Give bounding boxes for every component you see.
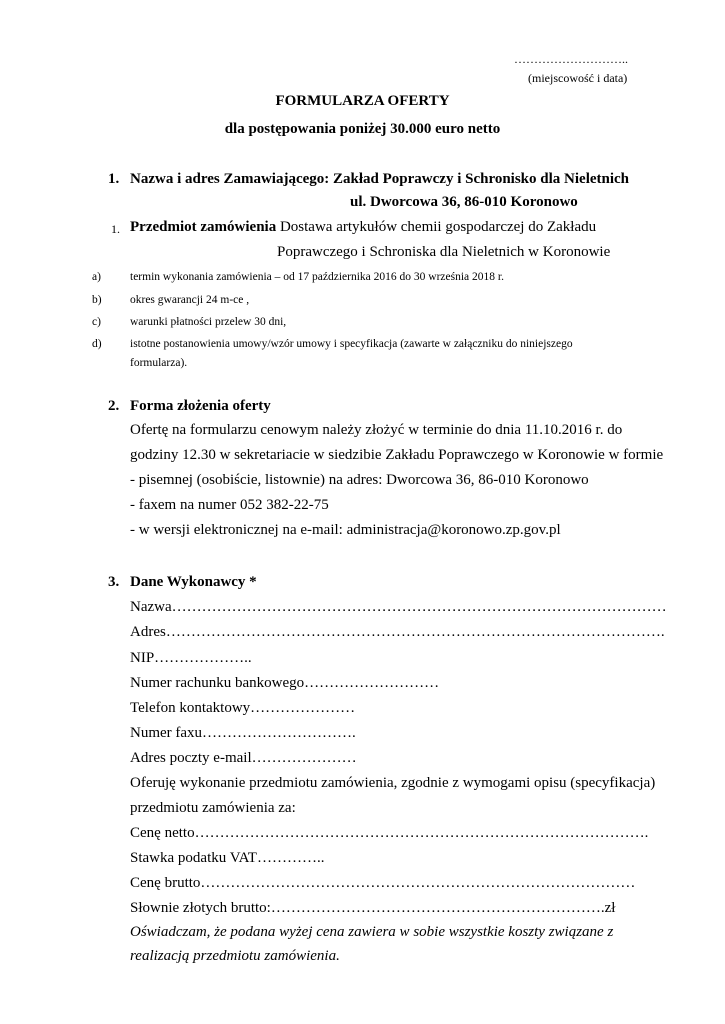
subject-item-letter: c) [92, 316, 101, 328]
vat-rate-field: Stawka podatku VAT………….. [130, 850, 325, 866]
subject-text2: Poprawczego i Schroniska dla Nieletnich w Koronowie [277, 244, 611, 260]
subject-item-d-continuation: formularza). [130, 357, 188, 369]
subject-label: Przedmiot zamówienia [130, 219, 277, 235]
bank-account-field: Numer rachunku bankowego……………………… [130, 675, 440, 691]
section2-number: 2. [108, 398, 120, 414]
section3-heading: Dane Wykonawcy * [130, 574, 257, 590]
section1-heading: Nazwa i adres Zamawiającego: Zakład Poprawczy i Schronisko dla Nieletnich [130, 171, 630, 187]
subject-item-text: termin wykonania zamówienia – od 17 października 2016 do 30 września 2018 r. [130, 271, 504, 283]
section3-number: 3. [108, 574, 120, 590]
net-price-field: Cenę netto………………………………………………………………………………. [130, 825, 649, 841]
phone-field: Telefon kontaktowy………………… [130, 700, 356, 716]
declaration-line2: realizacją przedmiotu zamówienia. [130, 948, 340, 964]
place-date-label: (miejscowość i data) [528, 71, 628, 85]
section1-number: 1. [108, 171, 120, 187]
email-field: Adres poczty e-mail………………… [130, 750, 357, 766]
subject-item-text: warunki płatności przelew 30 dni, [130, 316, 287, 328]
subject-item-letter: d) [92, 338, 102, 350]
offer-statement-cont: przedmiotu zamówienia za: [130, 800, 296, 816]
contractor-name-field: Nazwa……………………………………………………………………………………… [130, 599, 667, 615]
document-subtitle: dla postępowania poniżej 30.000 euro netto [224, 121, 501, 137]
gross-price-field: Cenę brutto…………………………………………………………………………… [130, 875, 636, 891]
section2-heading: Forma złożenia oferty [130, 398, 271, 414]
document-title: FORMULARZA OFERTY [275, 93, 450, 109]
fax-field: Numer faxu…………………………. [130, 725, 356, 741]
subject-item-text: okres gwarancji 24 m-ce , [130, 294, 250, 306]
contractor-nip-field: NIP……………….. [130, 650, 252, 666]
section2-line: - pisemnej (osobiście, listownie) na adres: Dworcowa 36, 86-010 Koronowo [130, 472, 589, 488]
section2-line: godziny 12.30 w sekretariacie w siedzibie Zakładu Poprawczego w Koronowie w formie [130, 447, 664, 463]
subject-text1: Dostawa artykułów chemii gospodarczej do Zakładu [279, 219, 597, 235]
subject-item-text: istotne postanowienia umowy/wzór umowy i specyfikacja (zawarte w załączniku do niniejszego [130, 338, 573, 350]
section2-line: - w wersji elektronicznej na e-mail: administracja@koronowo.zp.gov.pl [130, 522, 561, 538]
gross-words-field: Słownie złotych brutto:………………………………………………………….zł [130, 900, 616, 916]
subject-number: 1. [111, 222, 120, 236]
section2-line: - faxem na numer 052 382-22-75 [130, 497, 329, 513]
subject-line1 [130, 219, 596, 236]
offer-statement: Oferuję wykonanie przedmiotu zamówienia, zgodnie z wymogami opisu (specyfikacja) [130, 775, 656, 791]
contractor-address-field: Adres………………………………………………………………………………………. [130, 624, 665, 640]
declaration-line1: Oświadczam, że podana wyżej cena zawiera w sobie wszystkie koszty związane z [130, 924, 614, 940]
section1-address: ul. Dworcowa 36, 86-010 Koronowo [350, 194, 578, 210]
section2-line: Ofertę na formularzu cenowym należy złożyć w terminie do dnia 11.10.2016 r. do [130, 422, 623, 438]
place-date-dots: ……………………….. [514, 52, 628, 66]
subject-item-letter: a) [92, 271, 101, 283]
subject-item-letter: b) [92, 294, 102, 306]
